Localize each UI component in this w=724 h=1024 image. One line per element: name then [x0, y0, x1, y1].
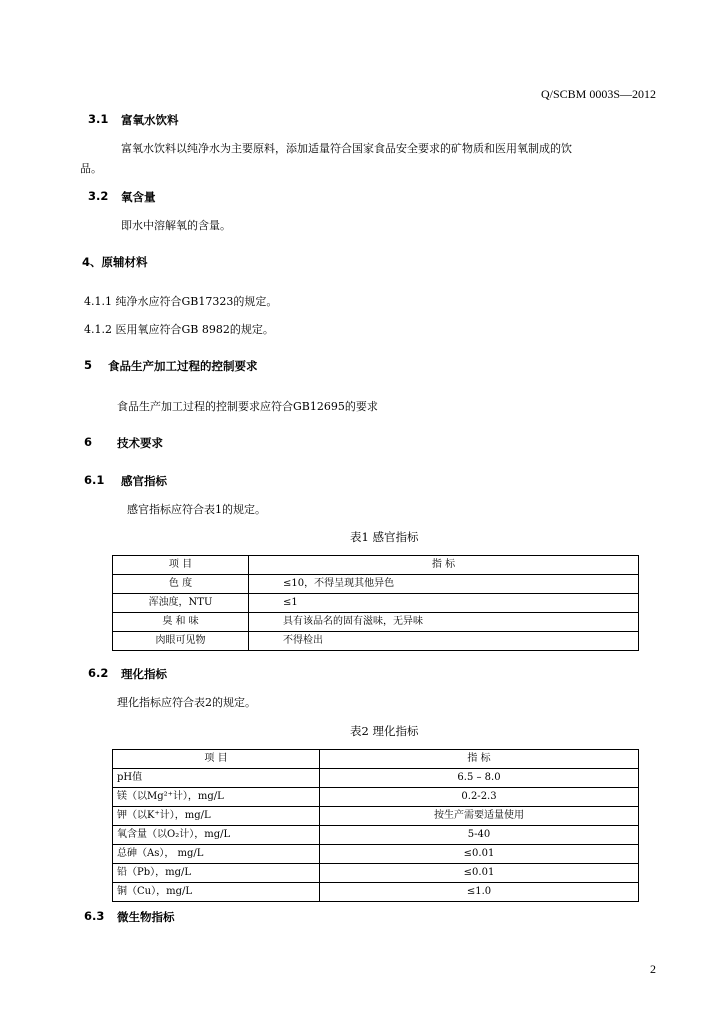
table-cell: 6.5 – 8.0 — [320, 769, 639, 788]
section-5-number: 5 — [84, 358, 93, 372]
section-3-1-number: 3.1 — [88, 112, 109, 126]
table-1 — [112, 555, 639, 651]
table-cell: ≤0.01 — [320, 864, 639, 883]
table-cell: 氧含量（以O₂计），mg/L — [113, 826, 320, 845]
section-6-3-title: 微生物指标 — [117, 910, 175, 924]
table-row — [113, 769, 639, 788]
table-cell: ≤1.0 — [320, 883, 639, 902]
table-cell: 臭 和 味 — [113, 613, 249, 632]
section-5-title: 食品生产加工过程的控制要求 — [108, 359, 258, 373]
table-cell: 不得检出 — [249, 632, 639, 651]
section-3-2-title: 氧含量 — [121, 190, 156, 204]
table-cell: 色 度 — [113, 575, 249, 594]
table-cell: ≤0.01 — [320, 845, 639, 864]
table-2-header-value: 指 标 — [320, 750, 639, 769]
section-4-1-2: 4.1.2 医用氧应符合GB 8982的规定。 — [84, 323, 274, 336]
table-cell: 0.2-2.3 — [320, 788, 639, 807]
table-row — [113, 807, 639, 826]
table-row — [113, 613, 639, 632]
document-code: Q/SCBM 0003S—2012 — [540, 87, 656, 101]
table-1-header-item: 项 目 — [113, 556, 249, 575]
table-cell: 总砷（As）， mg/L — [113, 845, 320, 864]
section-6-2-text: 理化指标应符合表2的规定。 — [117, 696, 256, 709]
table-cell: 镁（以Mg²⁺计），mg/L — [113, 788, 320, 807]
table-row — [113, 864, 639, 883]
table-row — [113, 632, 639, 651]
table-cell: 肉眼可见物 — [113, 632, 249, 651]
table-cell: 具有该品名的固有滋味，无异味 — [249, 613, 639, 632]
section-3-2-number: 3.2 — [88, 189, 109, 203]
table-cell: 铜（Cu），mg/L — [113, 883, 320, 902]
section-3-1-title: 富氧水饮料 — [121, 113, 179, 127]
table-header-row — [113, 750, 639, 769]
table-cell: 浑浊度，NTU — [113, 594, 249, 613]
table-2 — [112, 749, 639, 902]
section-3-2-text: 即水中溶解氧的含量。 — [121, 219, 231, 232]
table-1-header-value: 指 标 — [249, 556, 639, 575]
section-6-2-title: 理化指标 — [121, 667, 167, 681]
table-row — [113, 845, 639, 864]
section-6-1-text: 感官指标应符合表1的规定。 — [127, 503, 266, 516]
table-row — [113, 575, 639, 594]
table-cell: 钾（以K⁺计），mg/L — [113, 807, 320, 826]
table-cell: 5-40 — [320, 826, 639, 845]
section-5-text: 食品生产加工过程的控制要求应符合GB12695的要求 — [117, 400, 378, 413]
section-6-title: 技术要求 — [117, 436, 163, 450]
table-2-header-item: 项 目 — [113, 750, 320, 769]
section-4-1-1: 4.1.1 纯净水应符合GB17323的规定。 — [84, 295, 278, 308]
table-row — [113, 826, 639, 845]
section-6-2-number: 6.2 — [88, 666, 109, 680]
page-number: 2 — [650, 962, 656, 976]
table-2-caption: 表2 理化指标 — [350, 724, 419, 738]
table-cell: ≤1 — [249, 594, 639, 613]
table-cell: 按生产需要适量使用 — [320, 807, 639, 826]
table-cell: ≤10，不得呈现其他异色 — [249, 575, 639, 594]
section-6-3-number: 6.3 — [84, 909, 105, 923]
table-header-row — [113, 556, 639, 575]
section-3-1-text-line1: 富氧水饮料以纯净水为主要原料，添加适量符合国家食品安全要求的矿物质和医用氧制成的饮 — [121, 142, 572, 155]
section-4-title: 4、原辅材料 — [82, 255, 148, 269]
table-row — [113, 594, 639, 613]
table-cell: 铅（Pb），mg/L — [113, 864, 320, 883]
section-3-1-text-line2: 品。 — [80, 162, 102, 175]
section-6-number: 6 — [84, 435, 93, 449]
section-6-1-title: 感官指标 — [121, 474, 167, 488]
table-row — [113, 883, 639, 902]
section-6-1-number: 6.1 — [84, 473, 105, 487]
table-cell: pH值 — [113, 769, 320, 788]
table-row — [113, 788, 639, 807]
table-1-caption: 表1 感官指标 — [350, 530, 419, 544]
